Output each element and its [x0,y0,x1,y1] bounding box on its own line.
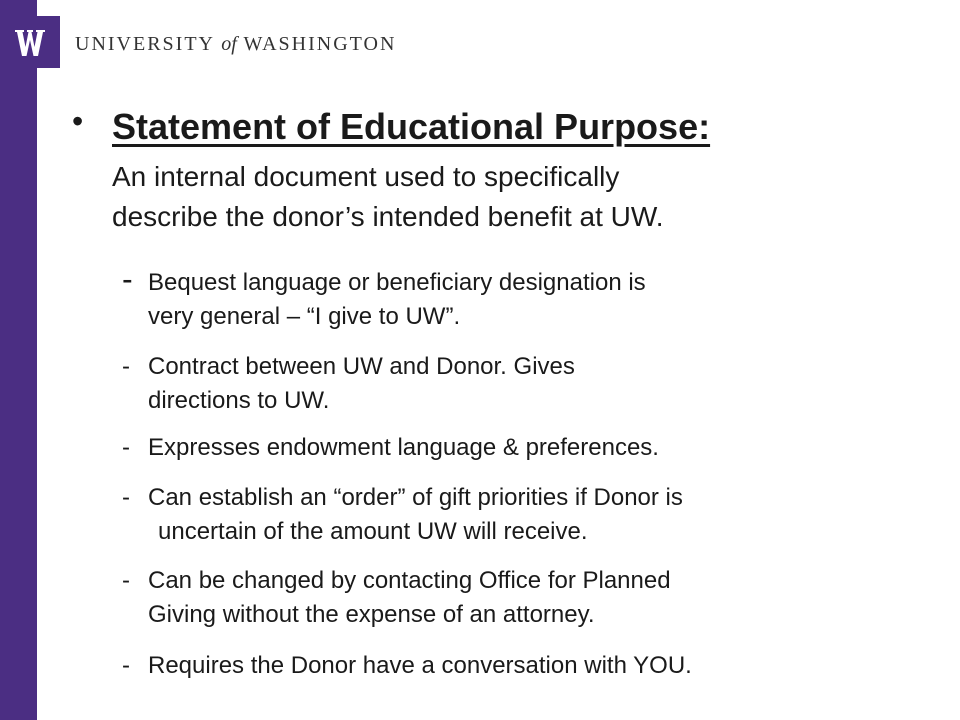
sub-item-text: very general – “I give to UW”. [148,303,461,330]
sub-item [122,564,671,632]
sub-item [122,431,659,465]
sub-item [122,262,646,334]
wordmark-washington: WASHINGTON [243,33,397,55]
sub-item [122,350,575,418]
sub-item-text: Requires the Donor have a conversation with YOU. [148,652,692,679]
sub-item-text: uncertain of the amount UW will receive. [158,518,588,545]
wordmark-of: of [221,33,237,55]
sub-item-dash: - [122,434,130,461]
sub-item-dash: - [122,353,130,380]
wordmark-university: UNIVERSITY [75,33,215,55]
sub-item-text: Can be changed by contacting Office for Planned [148,567,671,594]
description-line: describe the donor’s intended benefit at UW. [112,201,664,232]
sub-item [122,649,692,683]
sub-item-text: Giving without the expense of an attorney. [148,601,595,628]
sub-item-dash: - [122,652,130,679]
slide-description [112,157,912,237]
sub-item-text: Contract between UW and Donor. Gives [148,353,575,380]
bullet-dot: • [72,103,84,139]
sub-item-text: Can establish an “order” of gift priorities if Donor is [148,484,683,511]
sub-item [122,481,683,549]
sub-item-dash: - [122,261,133,297]
slide-heading: Statement of Educational Purpose: [112,106,711,147]
sub-item-text: Bequest language or beneficiary designation is [148,269,646,296]
sub-item-text: Expresses endowment language & preferences. [148,434,659,461]
sub-item-dash: - [122,484,130,511]
sub-item-dash: - [122,567,130,594]
description-line: An internal document used to specifically [112,161,620,192]
sub-item-text: directions to UW. [148,387,330,414]
